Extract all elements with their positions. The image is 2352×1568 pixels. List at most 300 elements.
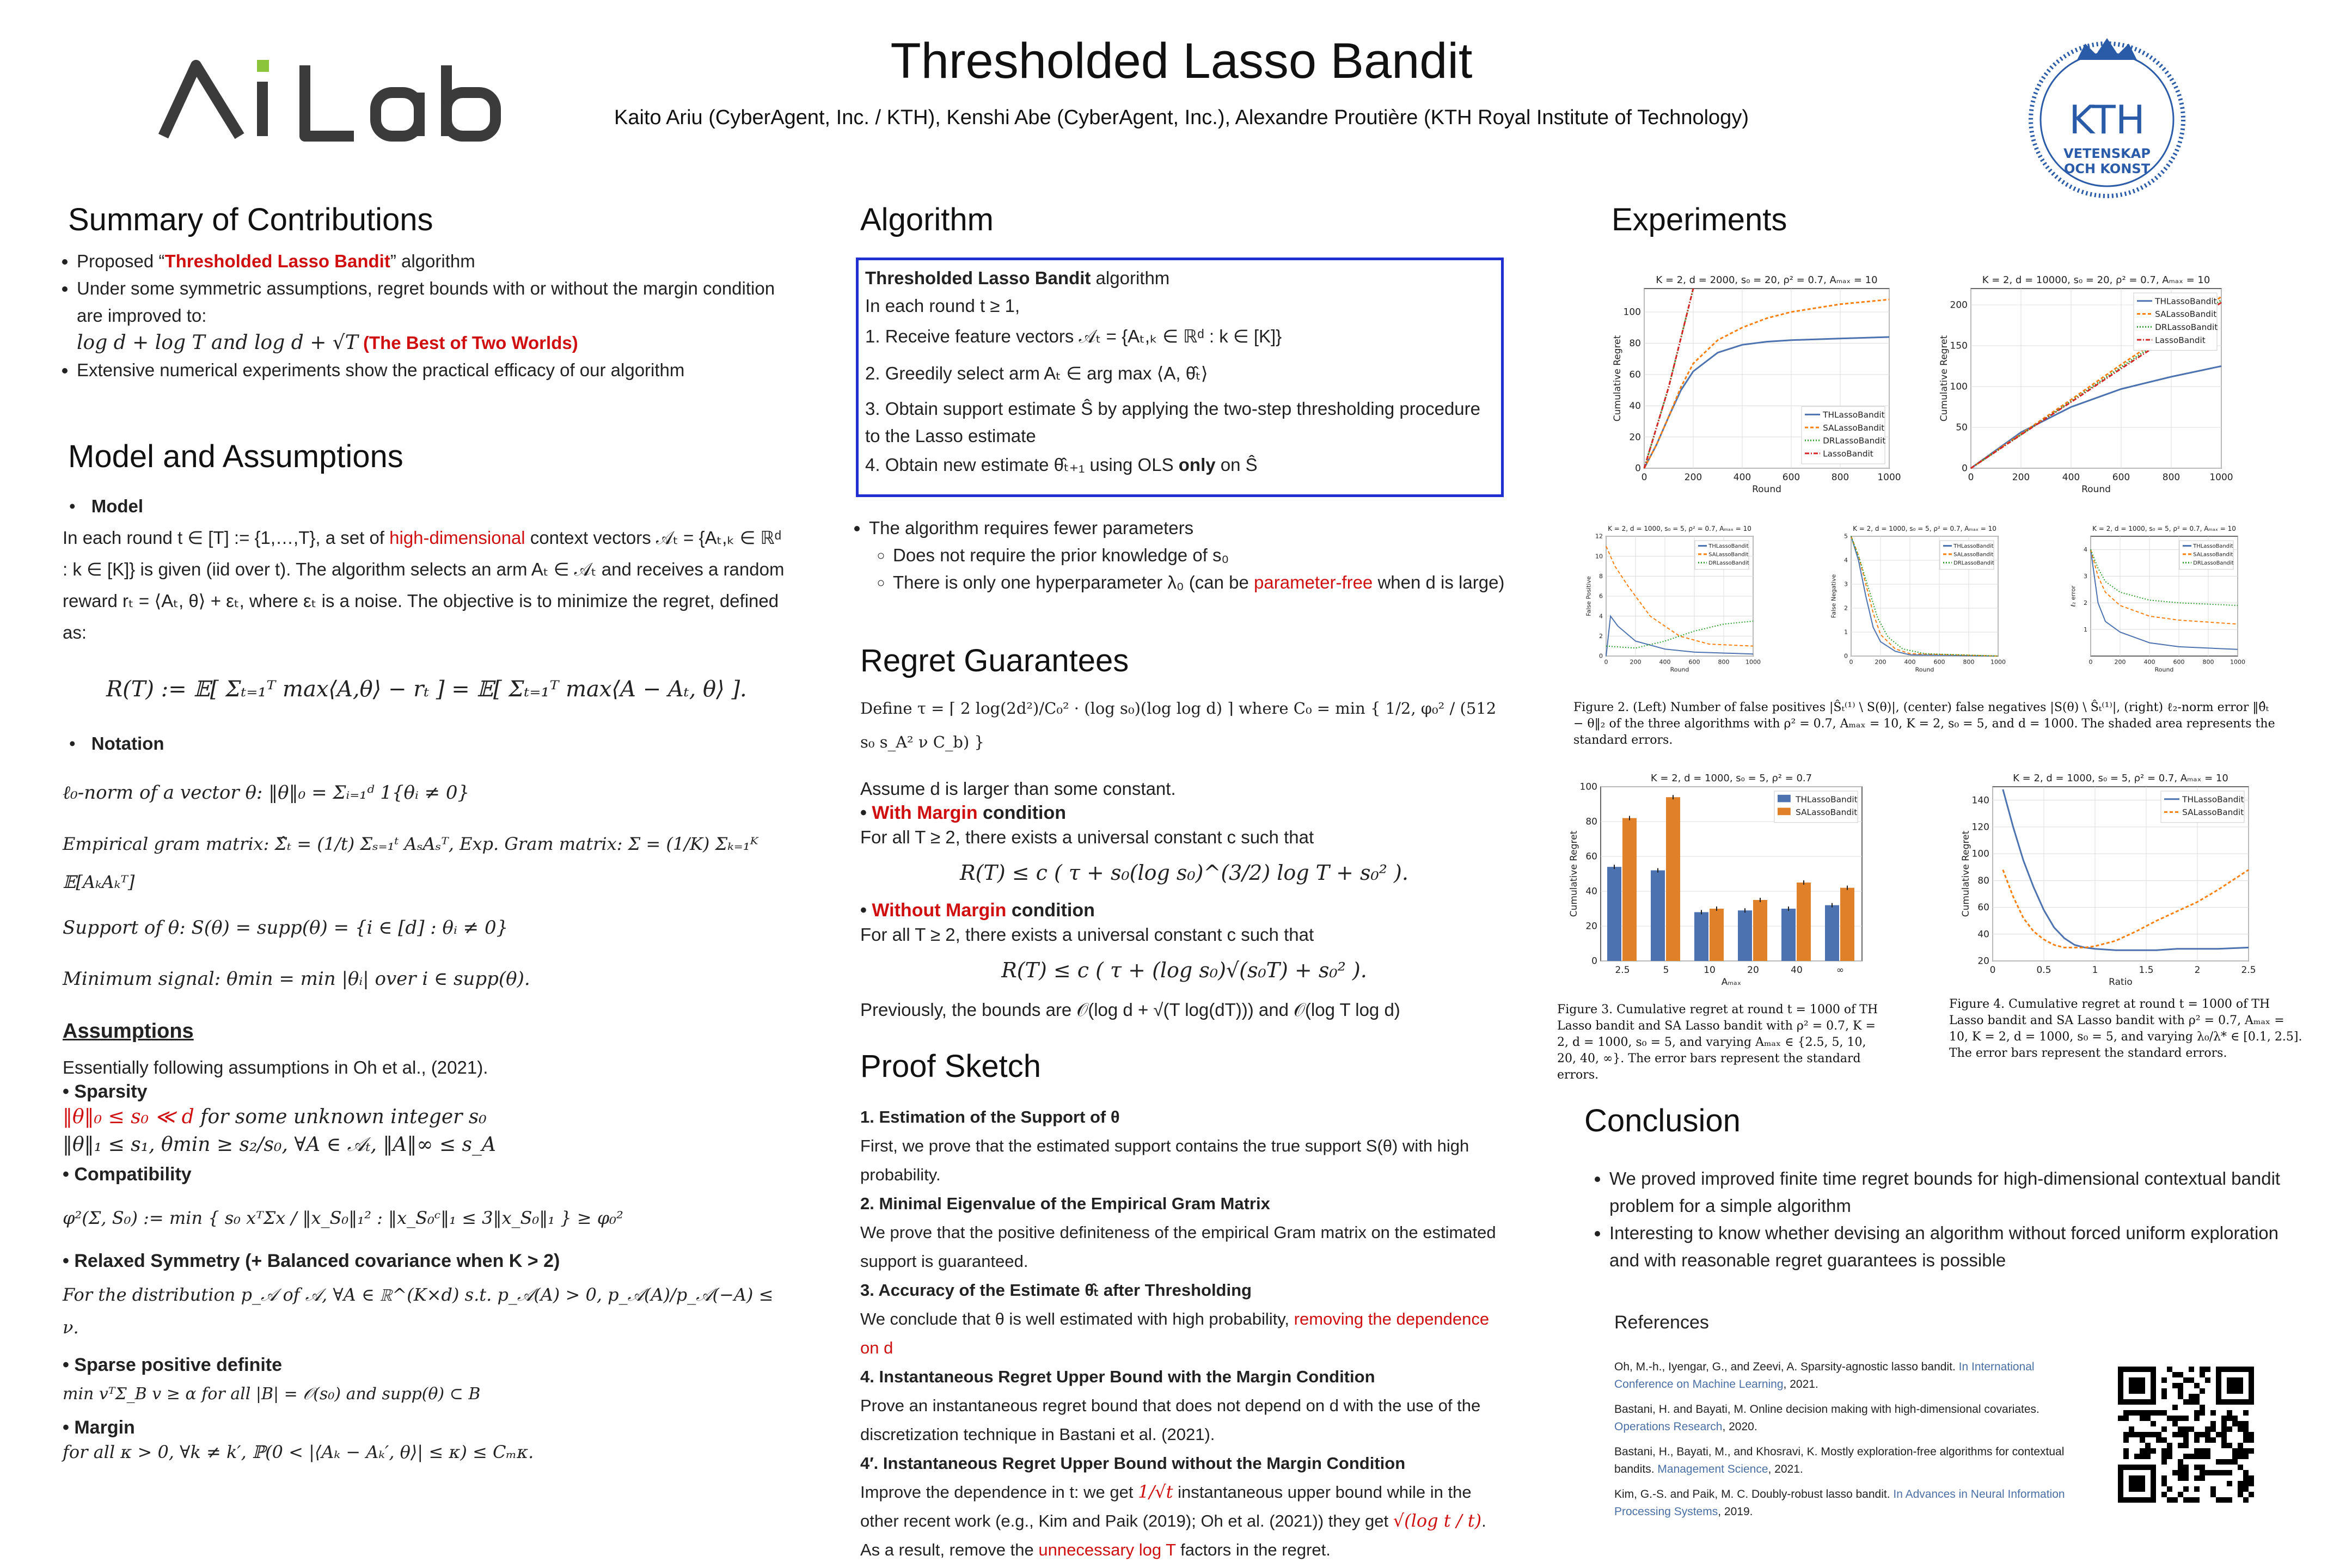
algorithm-title: Algorithm xyxy=(860,202,994,237)
qr-module xyxy=(2227,1426,2232,1432)
qr-module xyxy=(2172,1405,2178,1410)
qr-module xyxy=(2238,1486,2243,1492)
y-tick-label: 8 xyxy=(1599,573,1603,580)
legend-label: LassoBandit xyxy=(2155,335,2206,345)
qr-module xyxy=(2140,1448,2145,1454)
y-tick-label: 50 xyxy=(1956,422,1968,433)
qr-module xyxy=(2183,1377,2189,1383)
y-tick-label: 0 xyxy=(1962,463,1968,474)
qr-module xyxy=(2183,1475,2189,1481)
qr-module xyxy=(2178,1475,2183,1481)
chart-title: K = 2, d = 2000, s₀ = 20, ρ² = 0.7, Aₘₐₓ = 10 xyxy=(1656,274,1878,286)
y-tick-label: 3 xyxy=(1844,580,1848,588)
qr-module xyxy=(2178,1383,2183,1388)
qr-module xyxy=(2123,1454,2129,1459)
model-paragraph: In each round t ∈ [T] := {1,…,T}, a set of high-dimensional context vectors 𝒜ₜ = {Aₜ,ₖ ∈ ℝᵈ : k ∈ [K]} is given (iid over t). The algorithm selects an arm Aₜ ∈ 𝒜ₜ and receives a random reward rₜ = ⟨Aₜ, θ⟩ + εₜ, where εₜ is a noise. The objective is to minimize the regret, defined as: xyxy=(63,528,785,642)
algorithm-box: Thresholded Lasso Bandit algorithm In each round t ≥ 1, 1. Receive feature vectors 𝒜ₜ = {Aₜ,ₖ ∈ ℝᵈ : k ∈ [K]} 2. Greedily select arm Aₜ ∈ arg max ⟨A, θ̂ₜ⟩ 3. Obtain support estimate Ŝ by applying the two-step thresholding procedure to the Lasso estimate 4. Obtain new estimate θ̂ₜ₊₁ using OLS only on Ŝ xyxy=(856,258,1504,497)
qr-module xyxy=(2238,1492,2243,1497)
y-tick-label: 0 xyxy=(1635,463,1641,474)
qr-module xyxy=(2243,1426,2249,1432)
qr-module xyxy=(2194,1394,2200,1399)
legend-label: THLassoBandit xyxy=(1953,543,1994,550)
figure-2-caption: Figure 2. (Left) Number of false positives |Ŝₜ⁽¹⁾ \ S(θ)|, (center) false negatives |S(θ) \ Ŝₜ⁽¹⁾|, (right) ℓ₂-norm error ‖θ̂ₜ − θ‖₂ of the three algorithms with ρ² = 0.7, Aₘₐₓ = 10, K = 2, s₀ = 5, and d = 1000. The shaded area represents the standard errors. xyxy=(1573,701,2275,747)
qr-module xyxy=(2129,1432,2134,1437)
qr-module xyxy=(2205,1377,2210,1383)
qr-module xyxy=(2178,1443,2183,1448)
spd-eq: min vᵀΣ_B v ≥ α for all |B| = 𝒪(s₀) and supp(θ) ⊂ B xyxy=(63,1385,481,1404)
qr-module xyxy=(2156,1432,2161,1437)
bar xyxy=(1651,871,1665,961)
x-tick-label: 400 xyxy=(2062,472,2080,483)
summary-list xyxy=(46,248,801,384)
qr-module xyxy=(2210,1437,2216,1443)
qr-module xyxy=(2243,1486,2249,1492)
qr-finder-core xyxy=(2227,1377,2243,1394)
qr-module xyxy=(2216,1432,2221,1437)
x-tick-label: 1000 xyxy=(2230,658,2245,666)
y-tick-label: 100 xyxy=(1579,781,1597,793)
experiments-title: Experiments xyxy=(1612,202,1787,237)
qr-module xyxy=(2183,1426,2189,1432)
qr-module xyxy=(2189,1454,2194,1459)
qr-module xyxy=(2232,1448,2238,1454)
qr-module xyxy=(2221,1426,2227,1432)
qr-module xyxy=(2243,1410,2249,1416)
qr-module xyxy=(2200,1475,2205,1481)
notation-2: Empirical gram matrix: Σ̂ₜ = (1/t) Σₛ₌₁ᵗ AₛAₛᵀ, Exp. Gram matrix: Σ = (1/K) Σₖ₌₁ᴷ 𝔼[AₖAₖᵀ] xyxy=(63,834,758,892)
bar xyxy=(1694,912,1708,961)
regret-title: Regret Guarantees xyxy=(860,643,1129,678)
algorithm-line: 4. Obtain new estimate θ̂ₜ₊₁ using OLS only on Ŝ xyxy=(865,455,1258,475)
qr-module xyxy=(2249,1492,2254,1497)
reference-link[interactable]: In International Conference on Machine Learning xyxy=(1614,1361,2035,1391)
qr-module xyxy=(2123,1448,2129,1454)
qr-module xyxy=(2243,1437,2249,1443)
notation-4: Minimum signal: θmin = min |θᵢ| over i ∈ supp(θ). xyxy=(63,968,530,990)
reference-link[interactable]: Management Science xyxy=(1657,1463,1768,1475)
qr-module xyxy=(2178,1372,2183,1377)
qr-module xyxy=(2178,1465,2183,1470)
qr-module xyxy=(2243,1475,2249,1481)
y-tick-label: 0 xyxy=(1591,955,1597,967)
qr-module xyxy=(2178,1492,2183,1497)
y-axis-label: Cumulative Regret xyxy=(1938,335,1950,422)
qr-module xyxy=(2238,1465,2243,1470)
y-tick-label: 40 xyxy=(1977,929,1989,940)
qr-module xyxy=(2161,1426,2167,1432)
figure-1 xyxy=(1601,272,2254,517)
y-tick-label: 2 xyxy=(1599,633,1603,640)
qr-module xyxy=(2216,1459,2221,1465)
qr-module xyxy=(2205,1426,2210,1432)
y-tick-label: 0 xyxy=(1844,652,1848,660)
y-tick-label: 100 xyxy=(1623,307,1641,318)
qr-module xyxy=(2243,1448,2249,1454)
qr-module xyxy=(2194,1497,2200,1503)
qr-module xyxy=(2249,1437,2254,1443)
qr-module xyxy=(2227,1443,2232,1448)
qr-module xyxy=(2178,1459,2183,1465)
y-tick-label: 20 xyxy=(1585,921,1597,932)
qr-code[interactable] xyxy=(2118,1367,2254,1503)
x-tick-label: 600 xyxy=(2173,658,2185,666)
qr-module xyxy=(2243,1497,2249,1503)
qr-module xyxy=(2232,1421,2238,1426)
x-tick-label: ∞ xyxy=(1836,965,1845,976)
bar xyxy=(1666,797,1680,961)
y-tick-label: 120 xyxy=(1971,822,1989,833)
y-tick-label: 140 xyxy=(1971,795,1989,806)
bar xyxy=(1840,888,1854,961)
x-tick-label: 0 xyxy=(1989,965,1996,976)
qr-module xyxy=(2238,1481,2243,1486)
qr-module xyxy=(2178,1388,2183,1394)
assumptions-intro: Essentially following assumptions in Oh et al., (2021). xyxy=(63,1057,488,1077)
qr-module xyxy=(2221,1459,2227,1465)
qr-module xyxy=(2172,1432,2178,1437)
qr-module xyxy=(2194,1454,2200,1459)
qr-module xyxy=(2123,1437,2129,1443)
chart-title: K = 2, d = 1000, s₀ = 5, ρ² = 0.7, Aₘₐₓ = 10 xyxy=(2013,773,2228,784)
x-tick-label: 2.5 xyxy=(2241,965,2256,976)
x-tick-label: 40 xyxy=(1791,965,1803,976)
qr-module xyxy=(2183,1465,2189,1470)
qr-module xyxy=(2200,1405,2205,1410)
summary-item: • Under some symmetric assumptions, regret bounds with or without the margin condition are improved to: log d + log T and log d + √T (The Best of Two Worlds) xyxy=(77,275,801,357)
without-margin-eq: R(T) ≤ c ( τ + (log s₀)√(s₀T) + s₀² ). xyxy=(1001,958,1367,982)
x-tick-label: 600 xyxy=(2112,472,2130,483)
qr-module xyxy=(2205,1448,2210,1454)
qr-module xyxy=(2216,1470,2221,1475)
bar xyxy=(1622,818,1637,961)
x-tick-label: 400 xyxy=(1904,658,1916,666)
algorithm-line: In each round t ≥ 1, xyxy=(865,296,1020,316)
bar xyxy=(1607,867,1621,961)
qr-module xyxy=(2238,1443,2243,1448)
legend-label: SALassoBandit xyxy=(2193,552,2233,558)
bar xyxy=(1738,910,1752,961)
qr-finder-core xyxy=(2129,1377,2145,1394)
y-axis-label: Cumulative Regret xyxy=(1612,335,1623,422)
reference-link[interactable]: In Advances in Neural Information Processing Systems xyxy=(1614,1488,2065,1518)
compat-head: Compatibility xyxy=(74,1164,192,1185)
qr-module xyxy=(2205,1432,2210,1437)
margin-eq: for all κ > 0, ∀k ≠ k′, ℙ(0 < |⟨Aₖ − Aₖ′, θ⟩| ≤ κ) ≤ Cₘκ. xyxy=(63,1442,534,1462)
legend-label: THLassoBandit xyxy=(1823,410,1885,420)
x-tick-label: 800 xyxy=(1718,658,1730,666)
qr-module xyxy=(2167,1443,2172,1448)
x-tick-label: 400 xyxy=(1659,658,1671,666)
qr-module xyxy=(2172,1497,2178,1503)
reference-item: Kim, G.-S. and Paik, M. C. Doubly-robust lasso bandit. In Advances in Neural Information Processing Systems, 2019. xyxy=(1614,1488,2065,1518)
x-tick-label: 5 xyxy=(1663,965,1669,976)
qr-module xyxy=(2145,1443,2151,1448)
notation-3: Support of θ: S(θ) = supp(θ) = {i ∈ [d] : θᵢ ≠ 0} xyxy=(63,917,509,939)
qr-module xyxy=(2221,1437,2227,1443)
qr-module xyxy=(2205,1437,2210,1443)
y-tick-label: 1 xyxy=(1844,628,1848,636)
legend-label: THLassoBandit xyxy=(2193,543,2233,550)
qr-module xyxy=(2249,1475,2254,1481)
qr-module xyxy=(2151,1410,2156,1416)
x-tick-label: 1 xyxy=(2092,965,2098,976)
qr-module xyxy=(2243,1481,2249,1486)
qr-module xyxy=(2172,1383,2178,1388)
algorithm-notes: • The algorithm requires fewer parameters ◦ Does not require the prior knowledge of s₀ ◦ There is only one hyperparameter λ₀ (can be parameter-free when d is large) xyxy=(838,514,1533,596)
qr-module xyxy=(2183,1416,2189,1421)
legend-label: DRLassoBandit xyxy=(1708,560,1749,566)
kth-line1: VETENSKAP xyxy=(2063,146,2151,161)
qr-module xyxy=(2183,1486,2189,1492)
qr-module xyxy=(2183,1432,2189,1437)
algorithm-line: 3. Obtain support estimate Ŝ by applying the two-step thresholding procedure to the Lasso estimate xyxy=(865,399,1480,446)
qr-module xyxy=(2200,1367,2205,1372)
y-tick-label: 4 xyxy=(1599,612,1603,620)
qr-module xyxy=(2205,1470,2210,1475)
qr-module xyxy=(2232,1454,2238,1459)
qr-module xyxy=(2156,1437,2161,1443)
qr-module xyxy=(2238,1448,2243,1454)
regret-section: Define τ = ⌈ 2 log(2d²)/C₀² · (log s₀)(log log d) ⌉ where C₀ = min { 1/2, φ₀² / (512 s₀ s_A² ν C_b) } Assume d is larger than some constant. • With Margin condition For all T ≥ 2, there exists a universal constant c such that R(T) ≤ c ( τ + s₀(log s₀)^(3/2) log T + s₀² ). • Without Margin condition For all T ≥ 2, there exists a universal constant c such that R(T) ≤ c ( τ + (log s₀)√(s₀T) + s₀² ). Previously, the bounds are 𝒪(log d + √(T log(dT))) and 𝒪(log T log d) xyxy=(860,691,1508,1024)
ai-lab-logo xyxy=(158,54,517,147)
conclusion-item: • Interesting to know whether devising an algorithm without forced uniform exploration and with reasonable regret guarantees is possible xyxy=(1609,1220,2284,1274)
qr-module xyxy=(2200,1454,2205,1459)
qr-module xyxy=(2178,1470,2183,1475)
qr-module xyxy=(2194,1399,2200,1405)
qr-module xyxy=(2123,1416,2129,1421)
proof-title: Proof Sketch xyxy=(860,1049,1042,1084)
chart-fig2b xyxy=(1830,525,2006,673)
y-tick-label: 6 xyxy=(1599,592,1603,600)
qr-module xyxy=(2145,1416,2151,1421)
reference-item: Oh, M.-h., Iyengar, G., and Zeevi, A. Sparsity-agnostic lasso bandit. In International Conference on Machine Learning, 2021. xyxy=(1614,1361,2035,1391)
qr-module xyxy=(2134,1432,2140,1437)
proof-section: 1. Estimation of the Support of θ First, we prove that the estimated support contains the true support S(θ) with high probability. 2. Minimal Eigenvalue of the Empirical Gram Matrix We prove that the positive definiteness of the empirical Gram matrix on the estimated support is guaranteed. 3. Accuracy of the Estimate θ̂ₜ after Thresholding We conclude that θ is well estimated with high probability, removing the dependence on d 4. Instantaneous Regret Upper Bound with the Margin Condition Prove an instantaneous regret bound that does not depend on d with the use of the discretization technique in Bastani et al. (2021). 4′. Instantaneous Regret Upper Bound without the Margin Condition Improve the dependence in t: we get 1/√t instantaneous upper bound while in the other recent work (e.g., Kim and Paik (2019); Oh et al. (2021)) they get √(log t / t). As a result, remove the unnecessary log T factors in the regret. xyxy=(860,1107,1496,1559)
qr-module xyxy=(2172,1372,2178,1377)
y-tick-label: 100 xyxy=(1950,381,1968,393)
qr-module xyxy=(2161,1454,2167,1459)
qr-module xyxy=(2238,1421,2243,1426)
tau-definition: Define τ = ⌈ 2 log(2d²)/C₀² · (log s₀)(log log d) ⌉ where C₀ = min { 1/2, φ₀² / (512 s₀ s_A² ν C_b) } xyxy=(860,699,1497,751)
x-tick-label: 600 xyxy=(1688,658,1700,666)
algorithm-line: 1. Receive feature vectors 𝒜ₜ = {Aₜ,ₖ ∈ ℝᵈ : k ∈ [K]} xyxy=(865,326,1282,346)
legend-label: SALassoBandit xyxy=(2182,807,2244,818)
legend-label: THLassoBandit xyxy=(2155,296,2217,307)
model-head: Model xyxy=(91,496,144,516)
chart-title: K = 2, d = 1000, s₀ = 5, ρ² = 0.7, Aₘₐₓ = 10 xyxy=(2092,525,2236,532)
qr-module xyxy=(2145,1448,2151,1454)
x-tick-label: 1.5 xyxy=(2139,965,2154,976)
qr-module xyxy=(2194,1475,2200,1481)
y-tick-label: 0 xyxy=(1599,652,1603,660)
qr-module xyxy=(2200,1432,2205,1437)
qr-module xyxy=(2221,1421,2227,1426)
qr-module xyxy=(2183,1454,2189,1459)
qr-module xyxy=(2189,1394,2194,1399)
chart-title: K = 2, d = 1000, s₀ = 5, ρ² = 0.7, Aₘₐₓ = 10 xyxy=(1853,525,1996,532)
legend-label: SALassoBandit xyxy=(1823,422,1885,433)
qr-module xyxy=(2210,1486,2216,1492)
legend-label: SALassoBandit xyxy=(2155,309,2217,320)
summary-item: • Extensive numerical experiments show the practical efficacy of our algorithm xyxy=(77,357,801,384)
chart-fig3 xyxy=(1569,773,1862,988)
chart-title: K = 2, d = 1000, s₀ = 5, ρ² = 0.7, Aₘₐₓ = 10 xyxy=(1608,525,1751,532)
qr-module xyxy=(2221,1432,2227,1437)
summary-item: • Proposed “Thresholded Lasso Bandit” algorithm xyxy=(77,248,801,275)
qr-module xyxy=(2183,1470,2189,1475)
chart-fig4 xyxy=(1961,773,2256,988)
y-tick-label: 2 xyxy=(1844,604,1848,612)
x-tick-label: 800 xyxy=(2202,658,2214,666)
y-tick-label: 200 xyxy=(1950,299,1968,311)
y-tick-label: 40 xyxy=(1585,886,1597,897)
qr-module xyxy=(2161,1410,2167,1416)
kth-line2: OCH KONST xyxy=(2063,161,2151,176)
assumptions-head: Assumptions xyxy=(63,1020,194,1043)
x-axis-label: Round xyxy=(1915,666,1934,673)
x-tick-label: 200 xyxy=(1684,472,1702,483)
y-axis-label: False Positive xyxy=(1585,576,1592,616)
reference-link[interactable]: Operations Research xyxy=(1614,1420,1723,1433)
y-tick-label: 80 xyxy=(1629,338,1641,350)
bar xyxy=(1781,909,1796,961)
y-tick-label: 20 xyxy=(1629,432,1641,443)
summary-title: Summary of Contributions xyxy=(68,202,433,237)
relax-head: Relaxed Symmetry (+ Balanced covariance when K > 2) xyxy=(74,1251,560,1271)
qr-module xyxy=(2151,1448,2156,1454)
qr-module xyxy=(2221,1416,2227,1421)
x-tick-label: 1000 xyxy=(2209,472,2233,483)
qr-module xyxy=(2194,1486,2200,1492)
bar xyxy=(1753,900,1767,961)
legend-label: DRLassoBandit xyxy=(2155,322,2218,332)
bar xyxy=(1797,883,1811,961)
figure-3 xyxy=(1557,765,1895,994)
qr-module xyxy=(2227,1459,2232,1465)
previous-bounds: Previously, the bounds are 𝒪(log d + √(T log(dT))) and 𝒪(log T log d) xyxy=(860,1000,1400,1020)
chart-title: K = 2, d = 1000, s₀ = 5, ρ² = 0.7 xyxy=(1650,773,1812,784)
y-tick-label: 80 xyxy=(1977,875,1989,886)
qr-module xyxy=(2232,1459,2238,1465)
y-tick-label: 12 xyxy=(1595,532,1603,540)
x-tick-label: 200 xyxy=(1630,658,1641,666)
qr-module xyxy=(2172,1421,2178,1426)
qr-module xyxy=(2189,1426,2194,1432)
qr-module xyxy=(2178,1394,2183,1399)
qr-module xyxy=(2189,1367,2194,1372)
legend-label: LassoBandit xyxy=(1823,449,1873,459)
conclusion-title: Conclusion xyxy=(1584,1103,1741,1138)
x-axis-label: Aₘₐₓ xyxy=(1721,977,1742,988)
x-tick-label: 0 xyxy=(1641,472,1647,483)
qr-module xyxy=(2249,1448,2254,1454)
poster-title: Thresholded Lasso Bandit xyxy=(890,33,1473,89)
x-tick-label: 2 xyxy=(2194,965,2201,976)
qr-module xyxy=(2134,1454,2140,1459)
x-axis-label: Round xyxy=(1752,484,1781,495)
qr-module xyxy=(2183,1399,2189,1405)
chart-fig1a xyxy=(1612,274,1901,495)
qr-module xyxy=(2194,1437,2200,1443)
x-tick-label: 0 xyxy=(1604,658,1608,666)
qr-module xyxy=(2249,1481,2254,1486)
qr-module xyxy=(2232,1416,2238,1421)
algorithm-head: Thresholded Lasso Bandit xyxy=(865,268,1091,288)
relax-eq: For the distribution p_𝒜 of 𝒜, ∀A ∈ ℝ^(K×d) s.t. p_𝒜(A) > 0, p_𝒜(A)/p_𝒜(−A) ≤ ν. xyxy=(63,1284,774,1338)
qr-module xyxy=(2140,1410,2145,1416)
qr-module xyxy=(2161,1492,2167,1497)
qr-module xyxy=(2161,1394,2167,1399)
qr-module xyxy=(2183,1437,2189,1443)
qr-module xyxy=(2183,1497,2189,1503)
conclusion-list xyxy=(1579,1165,2284,1274)
qr-module xyxy=(2161,1437,2167,1443)
qr-module xyxy=(2221,1497,2227,1503)
qr-module xyxy=(2167,1416,2172,1421)
qr-module xyxy=(2200,1388,2205,1394)
qr-module xyxy=(2129,1410,2134,1416)
qr-module xyxy=(2167,1454,2172,1459)
y-tick-label: 1 xyxy=(2084,626,2087,633)
model-title: Model and Assumptions xyxy=(68,439,403,474)
y-tick-label: 150 xyxy=(1950,340,1968,352)
x-tick-label: 0 xyxy=(1968,472,1974,483)
kth-seal xyxy=(2025,27,2189,201)
qr-module xyxy=(2216,1497,2221,1503)
chart-fig2a xyxy=(1585,525,1761,673)
y-tick-label: 60 xyxy=(1977,902,1989,914)
x-tick-label: 200 xyxy=(2012,472,2030,483)
chart-fig1b xyxy=(1939,274,2233,495)
qr-module xyxy=(2249,1432,2254,1437)
y-tick-label: 4 xyxy=(1844,556,1848,564)
x-tick-label: 1000 xyxy=(1745,658,1761,666)
model-section: • Model In each round t ∈ [T] := {1,…,T}, a set of high-dimensional context vectors 𝒜ₜ = {Aₜ,ₖ ∈ ℝᵈ : k ∈ [K]} is given (iid over t). The algorithm selects an arm Aₜ ∈ 𝒜ₜ and receives a random reward rₜ = ⟨Aₜ, θ⟩ + εₜ, where εₜ is a noise. The objective is to minimize the regret, defined as: R(T) := 𝔼[ Σₜ₌₁ᵀ max⟨A,θ⟩ − rₜ ] = 𝔼[ Σₜ₌₁ᵀ max⟨A − Aₜ, θ⟩ ]. • Notation ℓ₀-norm of a vector θ: ‖θ‖₀ = Σᵢ₌₁ᵈ 1{θᵢ ≠ 0} Empirical gram matrix: Σ̂ₜ = (1/t) Σₛ₌₁ᵗ AₛAₛᵀ, Exp. Gram matrix: Σ = (1/K) Σₖ₌₁ᴷ 𝔼[AₖAₖᵀ] Support of θ: S(θ) = supp(θ) = {i ∈ [d] : θᵢ ≠ 0} Minimum signal: θmin = min |θᵢ| over i ∈ supp(θ). Assumptions Essentially following assumptions in Oh et al., (2021). • Sparsity ‖θ‖₀ ≤ s₀ ≪ d for some unknown integer s₀ ‖θ‖₁ ≤ s₁, θmin ≥ s₂/s₀, ∀A ∈ 𝒜ₜ, ‖A‖∞ ≤ s_A • Compatibility φ²(Σ, S₀) := min { s₀ xᵀΣx / ‖x_S₀‖₁² : ‖x_S₀ᶜ‖₁ ≤ 3‖x_S₀‖₁ } ≥ φ₀² • Relaxed Symmetry (+ Balanced covariance when K > 2) For the distribution p_𝒜 of 𝒜, ∀A ∈ ℝ^(K×d) s.t. p_𝒜(A) > 0, p_𝒜(A)/p_𝒜(−A) ≤ ν. • Sparse positive definite min vᵀΣ_B v ≥ α for all |B| = 𝒪(s₀) and supp(θ) ⊂ B • Margin for all κ > 0, ∀k ≠ k′, ℙ(0 < |⟨Aₖ − Aₖ′, θ⟩| ≤ κ) ≤ Cₘκ. xyxy=(63,493,787,1462)
qr-module xyxy=(2200,1372,2205,1377)
qr-module xyxy=(2167,1448,2172,1454)
x-tick-label: 600 xyxy=(1933,658,1945,666)
qr-finder-core xyxy=(2129,1475,2145,1492)
bar xyxy=(1710,909,1724,961)
qr-module xyxy=(2194,1465,2200,1470)
references-title: References xyxy=(1614,1312,1709,1333)
qr-module xyxy=(2210,1470,2216,1475)
qr-module xyxy=(2167,1497,2172,1503)
legend-label: DRLassoBandit xyxy=(1953,560,1994,566)
qr-module xyxy=(2205,1454,2210,1459)
x-axis-label: Ratio xyxy=(2109,977,2133,988)
qr-module xyxy=(2161,1388,2167,1394)
qr-module xyxy=(2200,1465,2205,1470)
qr-module xyxy=(2145,1432,2151,1437)
x-tick-label: 600 xyxy=(1782,472,1800,483)
qr-module xyxy=(2210,1492,2216,1497)
y-axis-label: Cumulative Regret xyxy=(1960,830,1971,917)
reference-item: Bastani, H., Bayati, M., and Khosravi, K. Mostly exploration-free algorithms for contextual bandits. Management Science, 2021. xyxy=(1614,1445,2065,1475)
qr-module xyxy=(2194,1383,2200,1388)
x-tick-label: 800 xyxy=(1963,658,1975,666)
regret-assume: Assume d is larger than some constant. xyxy=(860,779,1176,799)
qr-module xyxy=(2200,1470,2205,1475)
qr-module xyxy=(2189,1399,2194,1405)
conclusion-item: • We proved improved finite time regret bounds for high-dimensional contextual bandit problem for a simple algorithm xyxy=(1609,1165,2284,1220)
x-tick-label: 0.5 xyxy=(2036,965,2051,976)
qr-module xyxy=(2183,1443,2189,1448)
qr-module xyxy=(2227,1481,2232,1486)
qr-module xyxy=(2140,1454,2145,1459)
qr-module xyxy=(2161,1377,2167,1383)
qr-module xyxy=(2140,1437,2145,1443)
